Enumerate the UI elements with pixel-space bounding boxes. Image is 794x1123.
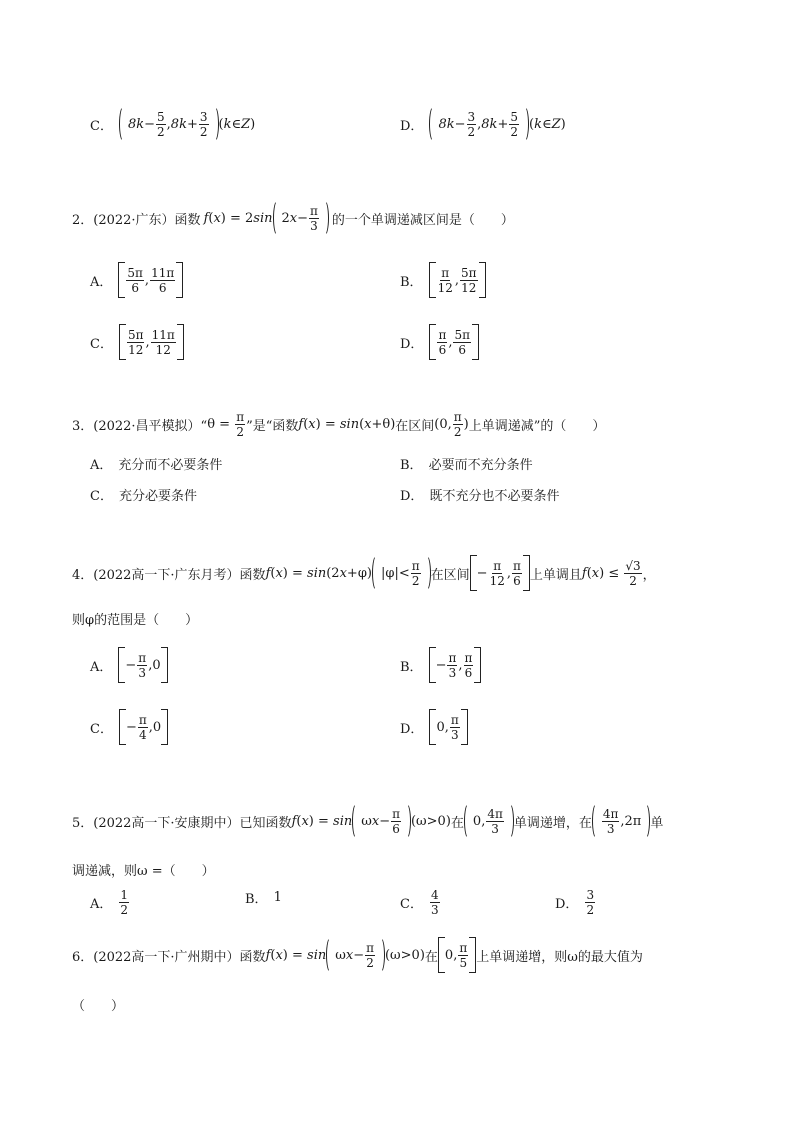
option-label: C． (90, 336, 113, 352)
option-label: B． (400, 274, 423, 290)
option-label: C． (90, 118, 113, 134)
option-label: C． (400, 897, 423, 912)
option-text: 1 (273, 890, 282, 905)
q4-option-a-math: − $\frac{\pi}{3}$ ,0 (118, 647, 167, 683)
q2-stem-suffix: 的一个单调递减区间是（ ） (331, 212, 514, 228)
q2-option-b[interactable] (400, 262, 486, 298)
option-label: B． (400, 659, 423, 675)
q5-function: f ( x ) = sin ω x − $\frac{\pi}{6}$ (ω>0) (292, 803, 451, 839)
q5-option-b[interactable] (245, 888, 282, 907)
q2-option-a-math: $\frac{5\pi}{6}$ , $\frac{11\pi}{6}$ (118, 262, 183, 298)
option-label: D． (400, 336, 424, 352)
q4-option-b-math: − $\frac{\pi}{3}$ , $\frac{\pi}{6}$ (429, 647, 482, 683)
q1-option-c[interactable] (90, 106, 255, 142)
q1-option-c-math: 8k − $\frac{5}{2}$ , 8k + $\frac{3}{2}$ ( k ∈ Z ) (119, 106, 255, 142)
option-text: 既不充分也不必要条件 (429, 489, 560, 504)
option-text: 充分必要条件 (118, 489, 197, 504)
option-label: C． (90, 489, 113, 504)
q4-option-c[interactable] (90, 709, 168, 745)
q4-stem-prefix: 4．(2022高一下·广东月考）函数 (72, 567, 266, 583)
q6-stem (72, 937, 643, 973)
q4-stem (72, 555, 656, 591)
q3-option-c[interactable] (90, 485, 197, 504)
q3-option-d[interactable] (400, 485, 559, 504)
option-label: D． (400, 489, 424, 504)
q3-option-b[interactable] (400, 454, 533, 473)
q3-stem (72, 410, 605, 439)
q2-option-c[interactable] (90, 324, 184, 360)
q4-option-b[interactable] (400, 647, 481, 683)
option-label: B． (245, 892, 268, 907)
q3-stem-suffix: 上单调递减”的（ ） (468, 419, 606, 434)
q3-stem-mid2: 在区间 (395, 419, 435, 434)
q4-function: f ( x ) = sin (2 x +φ) |φ|< $\frac{\pi}{2}$ (266, 555, 431, 591)
q4-option-a[interactable] (90, 647, 168, 683)
q4-inequality: f ( x ) ≤ $\frac{√3}{2}$ (581, 558, 641, 588)
q5-stem-mid2: 单调递增，在 (513, 815, 592, 831)
q5-stem-prefix: 5．(2022高一下·安康期中）已知函数 (72, 815, 292, 831)
q6-stem-suffix: 上单调递增，则ω的最大值为 (476, 949, 643, 965)
q2-option-b-math: $\frac{\pi}{12}$ , $\frac{5\pi}{12}$ (429, 262, 486, 298)
q4-line2: 则φ的范围是（ ） (72, 613, 199, 628)
q4-option-d-math: 0, $\frac{\pi}{3}$ (429, 709, 467, 745)
option-label: A． (90, 458, 113, 473)
q3-stem-prefix: 3．(2022·昌平模拟）“ (72, 419, 208, 434)
q5-option-d[interactable] (555, 888, 596, 917)
q1-option-d-math: 8k − $\frac{3}{2}$ , 8k + $\frac{5}{2}$ ( k ∈ Z ) (429, 106, 565, 142)
option-label: D． (555, 897, 579, 912)
q5-interval2: $\frac{4\pi}{3}$ ,2π (592, 803, 650, 839)
q6-stem-prefix: 6．(2022高一下·广州期中）函数 (72, 949, 266, 965)
q1-option-d[interactable] (400, 106, 566, 142)
q4-stem-mid2: 上单调且 (529, 567, 582, 583)
option-label: A． (90, 897, 113, 912)
q5-stem-line2 (72, 860, 215, 879)
q2-option-a[interactable] (90, 262, 183, 298)
q5-stem-mid3: 单 (650, 815, 664, 831)
option-label: B． (400, 458, 423, 473)
q5-option-c[interactable] (400, 888, 441, 917)
q4-option-d[interactable] (400, 709, 468, 745)
option-label: A． (90, 659, 113, 675)
q3-option-a[interactable] (90, 454, 222, 473)
q6-stem-line2 (72, 995, 124, 1014)
q2-option-c-math: $\frac{5\pi}{12}$ , $\frac{11\pi}{12}$ (119, 324, 184, 360)
q2-stem (72, 200, 514, 236)
q2-stem-prefix: 2．(2022·广东）函数 (72, 212, 201, 228)
q4-stem-mid: 在区间 (430, 567, 470, 583)
option-label: C． (90, 721, 113, 737)
q4-interval: − $\frac{\pi}{12}$ , $\frac{\pi}{6}$ (470, 555, 530, 591)
q5-option-a[interactable] (90, 888, 130, 917)
q5-stem-mid1: 在 (450, 815, 464, 831)
q6-stem-mid: 在 (424, 949, 438, 965)
q4-option-c-math: − $\frac{\pi}{4}$ ,0 (119, 709, 168, 745)
q2-function: f ( x ) = 2 sin 2 x − $\frac{\pi}{3}$ (204, 200, 329, 236)
option-label: D． (400, 118, 424, 134)
q4-stem-end: ， (642, 567, 656, 583)
q3-function: f ( x ) = sin ( x +θ) (298, 417, 396, 432)
q5-stem (72, 803, 663, 839)
option-label: D． (400, 721, 424, 737)
q5-option-a-math: $\frac{1}{2}$ (120, 888, 129, 917)
option-text: 充分而不必要条件 (118, 458, 223, 473)
q3-stem-mid1: ”是“函数 (246, 419, 299, 434)
q5-option-c-math: $\frac{4}{3}$ (430, 888, 439, 917)
q4-stem-line2 (72, 609, 198, 628)
q2-option-d[interactable] (400, 324, 479, 360)
q6-line2: （ ） (72, 999, 125, 1014)
q5-line2: 调递减，则ω =（ ） (72, 864, 215, 879)
q2-option-d-math: $\frac{\pi}{6}$ , $\frac{5\pi}{6}$ (429, 324, 479, 360)
q5-interval1: 0, $\frac{4\pi}{3}$ (464, 803, 514, 839)
q3-condition: θ = $\frac{\pi}{2}$ (207, 410, 245, 439)
q6-interval: 0, $\frac{\pi}{5}$ (438, 937, 476, 973)
option-text: 必要而不充分条件 (428, 458, 533, 473)
q5-option-d-math: $\frac{3}{2}$ (586, 888, 595, 917)
q6-function: f ( x ) = sin ω x − $\frac{\pi}{2}$ (ω>0) (266, 937, 425, 973)
option-label: A． (90, 274, 113, 290)
q3-interval: (0, $\frac{\pi}{2}$ ) (434, 410, 469, 439)
